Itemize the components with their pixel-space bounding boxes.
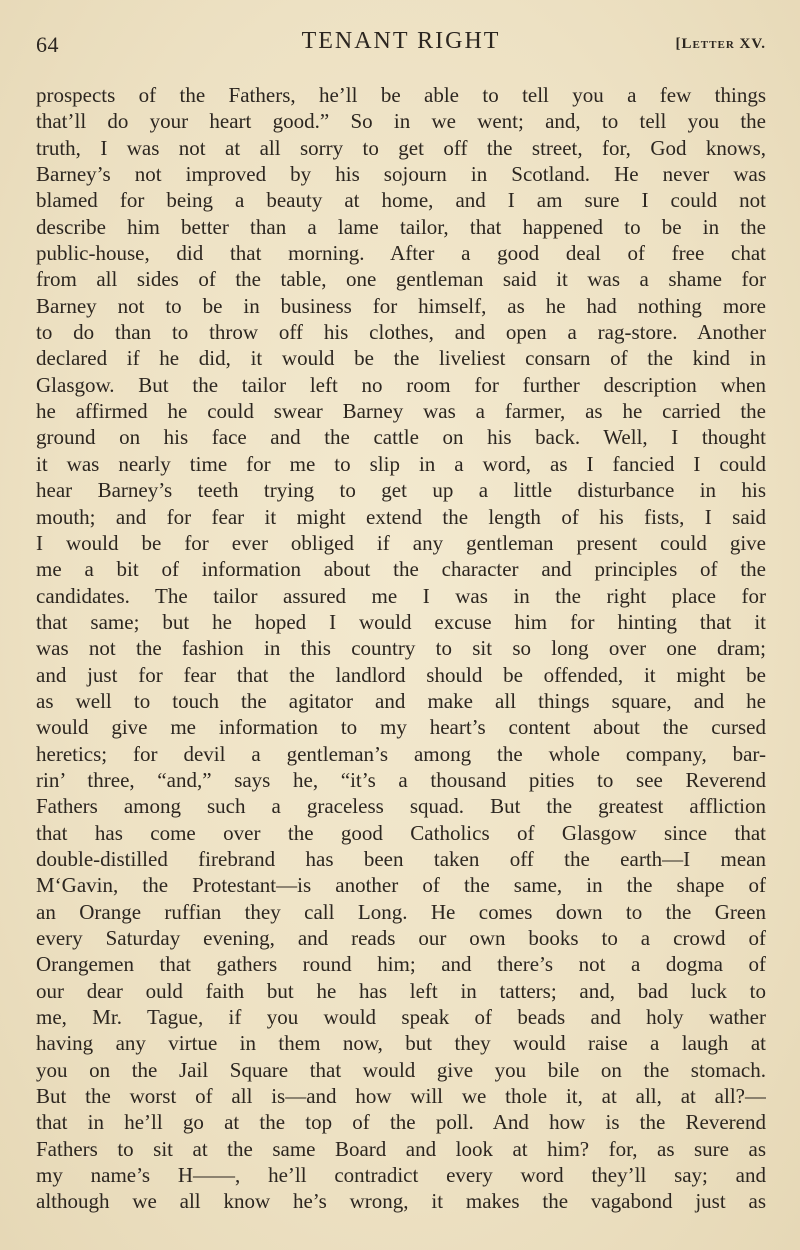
text-line: that has come over the good Catholics of Glasgow since that: [36, 820, 766, 845]
text-line: it was nearly time for me to slip in a word, as I fancied I could: [36, 451, 766, 476]
text-line: to do than to throw off his clothes, and open a rag-store. Another: [36, 320, 766, 345]
text-line: me a bit of information about the character and principles of the: [36, 557, 766, 582]
text-line: you on the Jail Square that would give you bile on the stomach.: [36, 1057, 766, 1082]
body-text: [36, 82, 766, 1215]
text-line: me, Mr. Tague, if you would speak of beads and holy wather: [36, 1005, 766, 1030]
text-line: hear Barney’s teeth trying to get up a little disturbance in his: [36, 478, 766, 503]
text-line: Glasgow. But the tailor left no room for further description when: [36, 372, 766, 397]
text-line: Barney’s not improved by his sojourn in Scotland. He never was: [36, 162, 766, 187]
page-header: [36, 26, 766, 60]
text-line: ground on his face and the cattle on his back. Well, I thought: [36, 425, 766, 450]
text-line: I would be for ever obliged if any gentleman present could give: [36, 530, 766, 555]
page-number: 64: [36, 32, 59, 57]
text-line: M‘Gavin, the Protestant—is another of the same, in the shape of: [36, 873, 766, 898]
text-line: would give me information to my heart’s content about the cursed: [36, 715, 766, 740]
running-title: TENANT RIGHT: [301, 28, 501, 54]
text-line: from all sides of the table, one gentleman said it was a shame for: [36, 267, 766, 292]
text-line: prospects of the Fathers, he’ll be able to tell you a few things: [36, 83, 766, 107]
text-line: as well to touch the agitator and make all things square, and he: [36, 688, 766, 713]
text-line: blamed for being a beauty at home, and I am sure I could not: [36, 188, 766, 213]
text-line: and just for fear that the landlord should be offended, it might be: [36, 662, 766, 687]
text-line: he affirmed he could swear Barney was a farmer, as he carried the: [36, 399, 766, 424]
text-line: although we all know he’s wrong, it makes the vagabond just as: [36, 1189, 766, 1214]
text-line: But the worst of all is—and how will we thole it, at all, at all?—: [36, 1084, 766, 1109]
text-line: declared if he did, it would be the liveliest consarn of the kind in: [36, 346, 766, 371]
text-line: double-distilled firebrand has been taken off the earth—I mean: [36, 846, 766, 871]
text-line: describe him better than a lame tailor, that happened to be in the: [36, 214, 766, 239]
text-line: Fathers to sit at the same Board and look at him? for, as sure as: [36, 1136, 766, 1161]
text-line: was not the fashion in this country to sit so long over one dram;: [36, 636, 766, 661]
text-line: Barney not to be in business for himself, as he had nothing more: [36, 293, 766, 318]
text-line: truth, I was not at all sorry to get off the street, for, God knows,: [36, 135, 766, 160]
letter-reference: [Letter XV.: [675, 36, 766, 52]
text-line: candidates. The tailor assured me I was in the right place for: [36, 583, 766, 608]
text-line: rin’ three, “and,” says he, “it’s a thousand pities to see Reverend: [36, 767, 766, 792]
text-line: public-house, did that morning. After a good deal of free chat: [36, 241, 766, 266]
text-line: that’ll do your heart good.” So in we went; and, to tell you the: [36, 109, 766, 134]
text-line: heretics; for devil a gentleman’s among the whole company, bar-: [36, 741, 766, 766]
text-line: that in he’ll go at the top of the poll. And how is the Reverend: [36, 1110, 766, 1135]
text-line: Fathers among such a graceless squad. But the greatest affliction: [36, 794, 766, 819]
text-line: mouth; and for fear it might extend the length of his fists, I said: [36, 504, 766, 529]
text-line: that same; but he hoped I would excuse him for hinting that it: [36, 609, 766, 634]
text-line: every Saturday evening, and reads our own books to a crowd of: [36, 926, 766, 950]
text-line: Orangemen that gathers round him; and there’s not a dogma of: [36, 952, 766, 977]
text-line: our dear ould faith but he has left in tatters; and, bad luck to: [36, 978, 766, 1003]
text-line: my name’s H——, he’ll contradict every word they’ll say; and: [36, 1163, 766, 1188]
text-line: an Orange ruffian they call Long. He comes down to the Green: [36, 899, 766, 924]
text-line: having any virtue in them now, but they would raise a laugh at: [36, 1031, 766, 1056]
